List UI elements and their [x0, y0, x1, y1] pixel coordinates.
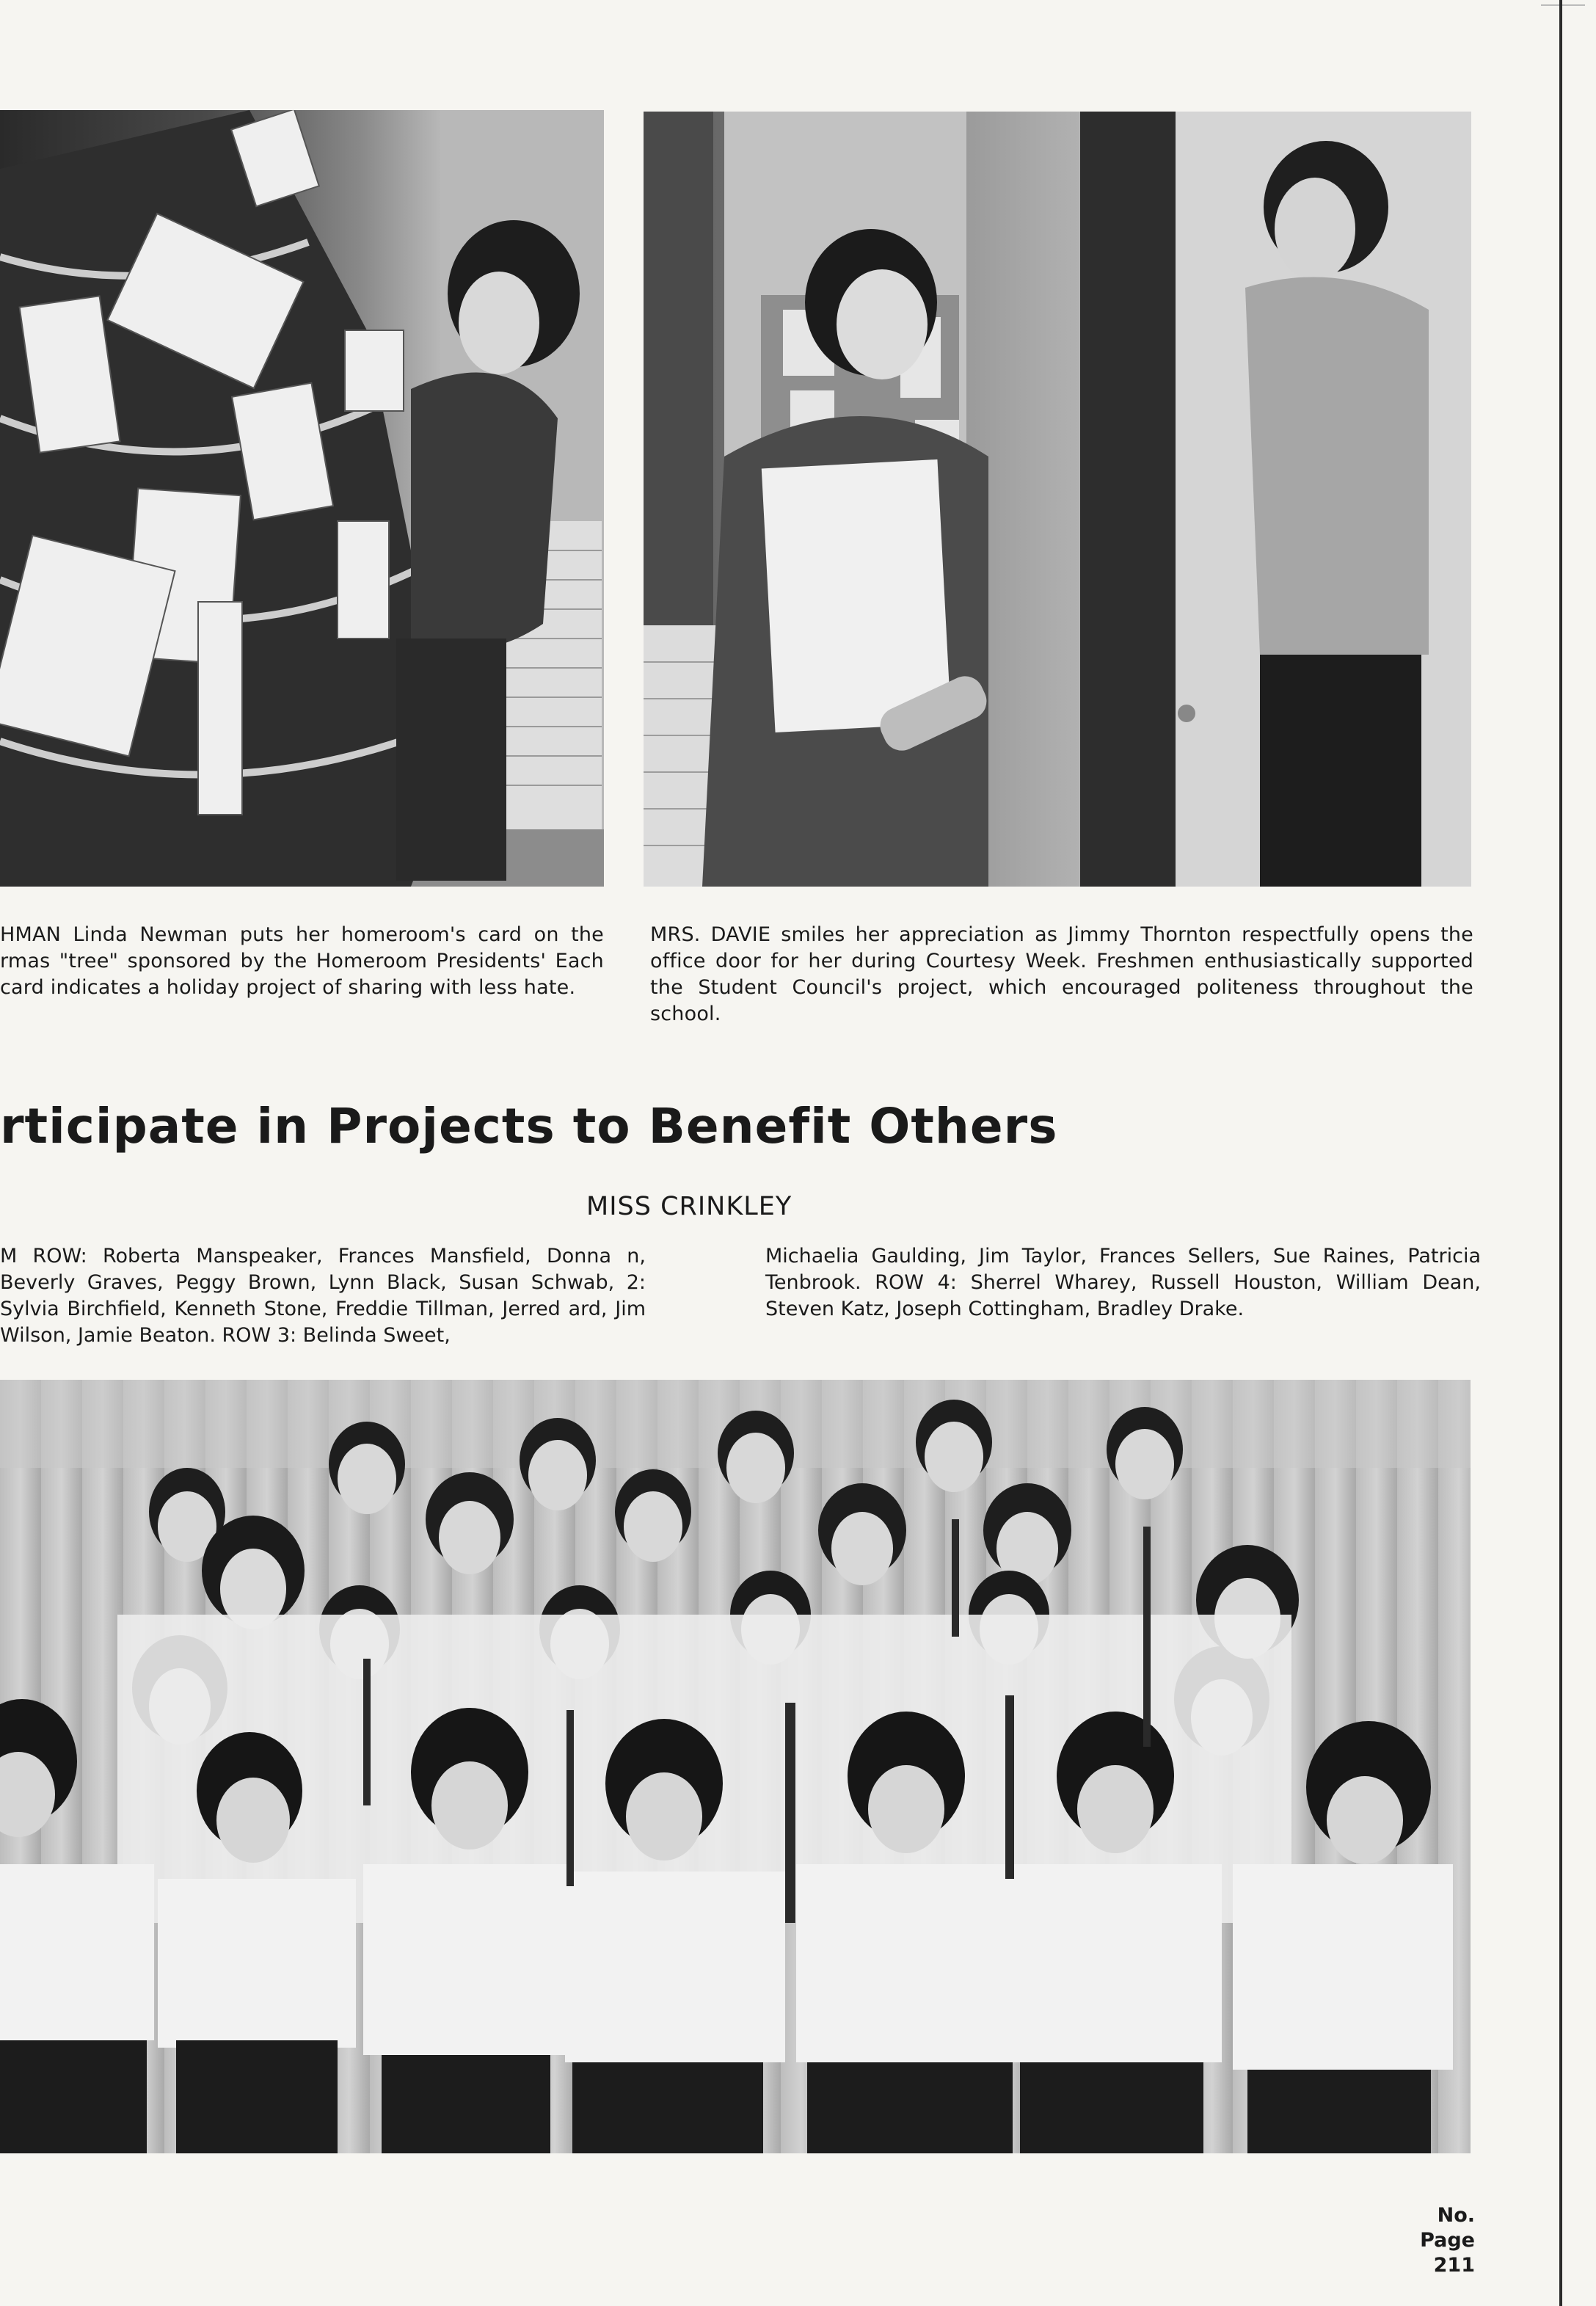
homeroom-group-photo	[0, 1380, 1471, 2153]
caption-door-photo	[650, 922, 1473, 1027]
page-number-no: No.	[1437, 2204, 1475, 2227]
roster-left-column: M ROW: Roberta Manspeaker, Frances Mansfield, Donna n, Beverly Graves, Peggy Brown, Lynn Black, Susan Schwab, 2: Sylvia Birchfield, Kenneth Stone, Freddie Tillman, Jerred ard, Jim Wilson, Jamie Beaton. ROW 3: Belinda Sweet,	[0, 1245, 646, 1347]
roster-right-column: Michaelia Gaulding, Jim Taylor, Frances Sellers, Sue Raines, Patricia Tenbrook. ROW 4: Sherrel Wharey, Russell Houston, William Dean, Steven Katz, Joseph Cottingham, Bradley Drake.	[765, 1245, 1481, 1320]
caption-lead: HMAN	[0, 923, 62, 946]
binding-edge	[1559, 0, 1562, 2306]
christmas-tree-photo	[0, 110, 604, 887]
page-number-page: Page	[1420, 2229, 1475, 2252]
page-number-value: 211	[1433, 2254, 1475, 2277]
caption-lead: MRS. DAVIE	[650, 923, 771, 946]
caption-text: smiles her appreciation as Jimmy Thornton respectfully opens the office door for her during Courtesy Week. Freshmen enthusiastically supported the Student Council's project, which encouraged politeness throughout the school.	[650, 923, 1473, 1025]
page-headline: rticipate in Projects to Benefit Others	[0, 1098, 1058, 1154]
homeroom-teacher-name: MISS CRINKLEY	[586, 1192, 792, 1221]
caption-text: Linda Newman puts her homeroom's card on the rmas "tree" sponsored by the Homeroom Presidents' Each card indicates a holiday project of sharing with less hate.	[0, 923, 604, 999]
office-door-photo	[644, 112, 1471, 887]
page-edge-mark	[1541, 4, 1585, 6]
caption-tree-photo	[0, 922, 604, 1001]
page-number	[1420, 2203, 1475, 2278]
